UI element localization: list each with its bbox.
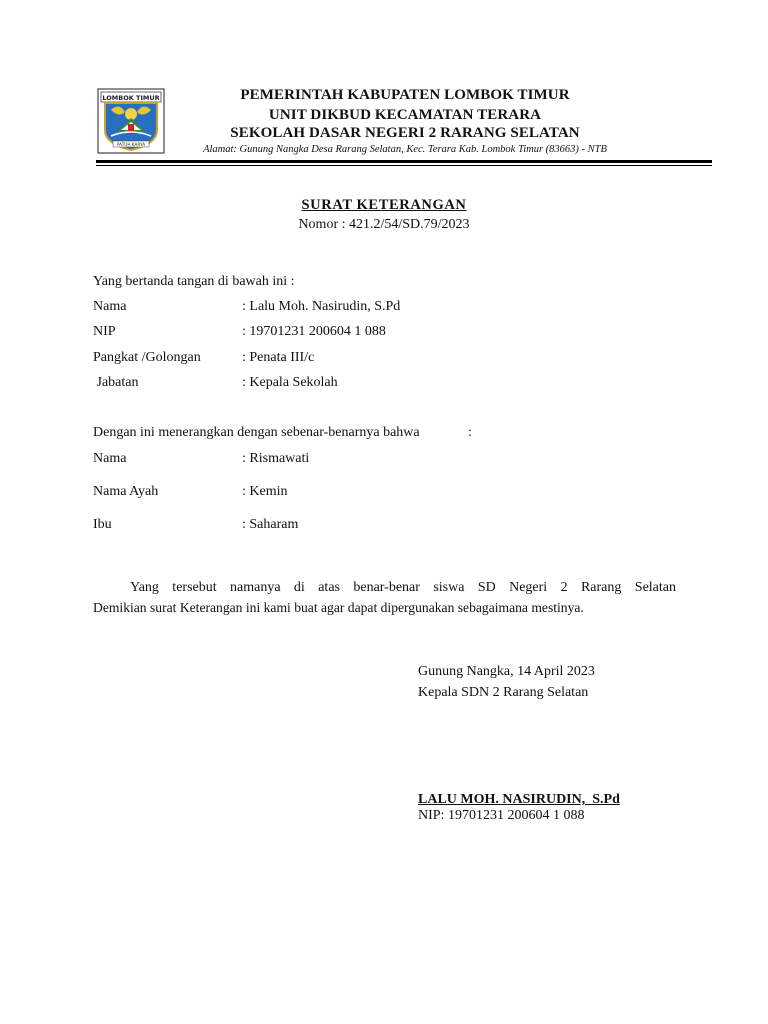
signatory-rank-label: Pangkat /Golongan (93, 350, 201, 365)
declaration-colon: : (468, 425, 472, 440)
letterhead-school: SEKOLAH DASAR NEGERI 2 RARANG SELATAN (230, 125, 580, 141)
closing-sentence: Demikian surat Keterangan ini kami buat agar dapat dipergunakan sebagaimana mestinya. (93, 600, 584, 615)
subject-father-label: Nama Ayah (93, 484, 159, 499)
body-paragraph-text: Yang tersebut namanya di atas benar-benar siswa SD Negeri 2 Rarang Selatan (130, 580, 676, 595)
signatory-position-value: : Kepala Sekolah (242, 375, 338, 390)
signatory-name-value: : Lalu Moh. Nasirudin, S.Pd (242, 299, 401, 314)
subject-mother-label: Ibu (93, 517, 112, 532)
letterhead-government: PEMERINTAH KABUPATEN LOMBOK TIMUR (240, 87, 570, 103)
logo-text-top: LOMBOK TIMUR (102, 94, 160, 102)
signatory-nip-label: NIP (93, 324, 116, 339)
logo-text-bottom: PATUH KARYA (116, 142, 146, 147)
signatory-position-label: Jabatan (93, 375, 139, 390)
subject-name-label: Nama (93, 451, 127, 466)
signatory-nip-value: : 19701231 200604 1 088 (242, 324, 386, 339)
signer-name: LALU MOH. NASIRUDIN, S.Pd (418, 792, 620, 807)
letter-title: SURAT KETERANGAN (301, 197, 467, 213)
signatory-rank-value: : Penata III/c (242, 350, 315, 365)
regency-logo (97, 88, 165, 154)
signature-place-date: Gunung Nangka, 14 April 2023 (418, 664, 595, 679)
letter-number: Nomor : 421.2/54/SD.79/2023 (298, 217, 470, 232)
letterhead-address: Alamat: Gunung Nangka Desa Rarang Selatan, Kec. Terara Kab. Lombok Timur (83663) - NTB (203, 144, 607, 155)
declaration-intro: Dengan ini menerangkan dengan sebenar-benarnya bahwa (93, 425, 420, 440)
letterhead-unit: UNIT DIKBUD KECAMATAN TERARA (268, 107, 542, 123)
signatory-name-label: Nama (93, 299, 127, 314)
signer-nip: NIP: 19701231 200604 1 088 (418, 808, 585, 823)
subject-mother-value: : Saharam (242, 517, 299, 532)
signatory-intro: Yang bertanda tangan di bawah ini : (93, 274, 295, 289)
letterhead-divider-thin (96, 165, 712, 166)
subject-name-value: : Rismawati (242, 451, 310, 466)
letterhead-divider-thick (96, 160, 712, 163)
subject-father-value: : Kemin (242, 484, 288, 499)
body-paragraph (93, 576, 676, 599)
signature-position: Kepala SDN 2 Rarang Selatan (418, 685, 589, 700)
